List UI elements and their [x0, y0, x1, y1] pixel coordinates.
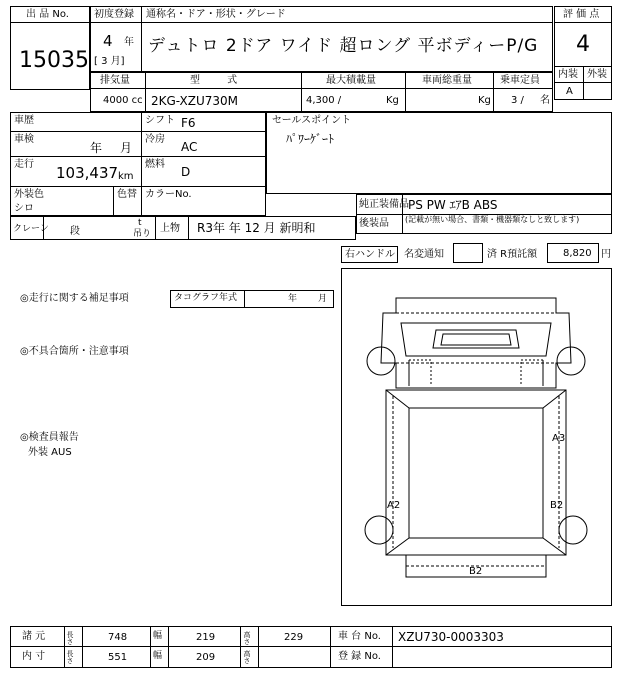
tacho-year-unit: 年 [288, 294, 298, 304]
model-code-value: 2KG-XZU730M [151, 94, 239, 108]
name-change-label: 名変通知 [404, 249, 444, 260]
first-reg-label: 初度登録 [94, 9, 134, 20]
spec-length: 748 [108, 632, 128, 643]
spec-height: 229 [284, 632, 304, 643]
damage-mark-b2-rear: B2 [469, 566, 483, 577]
capacity-label: 乗車定員 [500, 75, 540, 86]
crane-label: クレーン [13, 224, 49, 234]
model-name: デュトロ 2ドア ワイド 超ロング 平ボディーP/G [148, 36, 539, 56]
history-box [10, 112, 266, 216]
crane-lift-unit: 吊り [133, 229, 152, 239]
capacity-value: 3 / [511, 95, 524, 106]
displacement-value: 4000 cc [103, 95, 143, 106]
rhd-label: 右ハンドル [345, 249, 395, 260]
inner-label: 内 寸 [22, 651, 46, 662]
interior-label: 内装 [558, 69, 578, 80]
mileage-value: 103,437 [56, 164, 119, 182]
inner-width-label: 幅 [153, 651, 163, 661]
recycle-unit: 円 [601, 249, 611, 260]
inspection-label: 車検 [14, 134, 34, 145]
spec-label: 諸 元 [22, 631, 46, 642]
color-code-label: 色替 [117, 189, 137, 200]
cargo-bed [386, 390, 566, 555]
chassis-number: XZU730-0003303 [398, 630, 504, 644]
fuel-label: 燃料 [145, 159, 165, 170]
max-load-label: 最大積載量 [326, 75, 376, 86]
sales-point-value: ﾊﾟﾜｰｹﾞｰﾄ [286, 132, 335, 146]
inspector-report-detail: 外装 AUS [28, 447, 72, 458]
equipment-value: PS PW ｴｱB ABS [408, 198, 498, 212]
gross-weight-unit: Kg [478, 95, 491, 106]
aftermarket-note: (記載が無い場合、書類・機器類なしと致します) [405, 215, 580, 224]
capacity-unit: 名 [540, 95, 550, 106]
interior-value: A [566, 86, 573, 97]
recycle-label: 済 R預託額 [487, 249, 538, 260]
inner-length-label: 長さ [66, 650, 74, 664]
lot-label: 出 品 No. [26, 9, 69, 20]
inner-width: 209 [196, 652, 216, 663]
rear-left-wheel [365, 516, 393, 544]
ext-color-label: 外装色 [14, 189, 44, 200]
boarding-label: 上物 [160, 223, 180, 234]
name-change-box [453, 243, 483, 263]
crane-ton-unit: t [138, 218, 142, 228]
mileage-unit: km [118, 171, 134, 182]
year-unit: 年 [124, 37, 134, 48]
rating-value: 4 [576, 32, 590, 57]
first-reg-year: 4 [103, 32, 113, 50]
sales-point-label: セールスポイント [272, 115, 352, 126]
gross-weight-label: 車両総重量 [422, 75, 472, 86]
inspection-month-unit: 月 [120, 141, 133, 155]
displacement-label: 排気量 [100, 75, 130, 86]
tacho-month-unit: 月 [318, 294, 328, 304]
chassis-label: 車 台 No. [338, 631, 381, 642]
equipment-label: 純正装備品 [359, 199, 409, 210]
defects-heading: ◎不具合箇所・注意事項 [20, 346, 129, 357]
exterior-label: 外装 [587, 69, 607, 80]
max-load-unit: Kg [386, 95, 399, 106]
first-reg-month: [ 3 月] [94, 56, 125, 67]
registration-label: 登 録 No. [338, 651, 381, 662]
dims-box [10, 626, 612, 668]
inspection-year-unit: 年 [90, 141, 103, 155]
lot-number: 15035 [19, 48, 89, 73]
ac-value: AC [181, 140, 198, 154]
crane-stage-unit: 段 [70, 226, 80, 237]
rear-right-wheel [559, 516, 587, 544]
driving-notes-heading: ◎走行に関する補足事項 [20, 293, 129, 304]
inner-height-label: 高さ [243, 650, 251, 664]
recycle-amount: 8,820 [563, 248, 592, 259]
boarding-value: R3年 年 12 月 新明和 [197, 221, 316, 235]
truck-diagram [341, 268, 612, 606]
tacho-label: タコグラフ年式 [174, 293, 238, 303]
spec-length-label: 長さ [66, 631, 74, 645]
color-no-label: カラーNo. [145, 189, 192, 200]
spec-width: 219 [196, 632, 216, 643]
mileage-label: 走行 [14, 159, 34, 170]
damage-mark-a2: A2 [387, 500, 401, 511]
max-load-value: 4,300 / [306, 95, 342, 106]
inner-length: 551 [108, 652, 128, 663]
fuel-value: D [181, 165, 191, 179]
spec-width-label: 幅 [153, 631, 163, 641]
spec-height-label: 高さ [243, 631, 251, 645]
damage-mark-b2-side: B2 [550, 500, 564, 511]
ext-color-value: シロ [14, 203, 34, 214]
shift-label: シフト [145, 115, 175, 126]
rating-label: 評 価 点 [563, 9, 600, 20]
aftermarket-label: 後装品 [359, 218, 389, 229]
model-code-label: 型 式 [190, 75, 250, 86]
inspector-report-heading: ◎検査員報告 [20, 432, 79, 443]
model-desc-label: 通称名・ドア・形状・グレード [146, 9, 286, 20]
shift-value: F6 [181, 116, 196, 130]
history-label: 車歴 [14, 115, 34, 126]
damage-mark-a3: A3 [552, 433, 566, 444]
ac-label: 冷房 [145, 134, 165, 145]
